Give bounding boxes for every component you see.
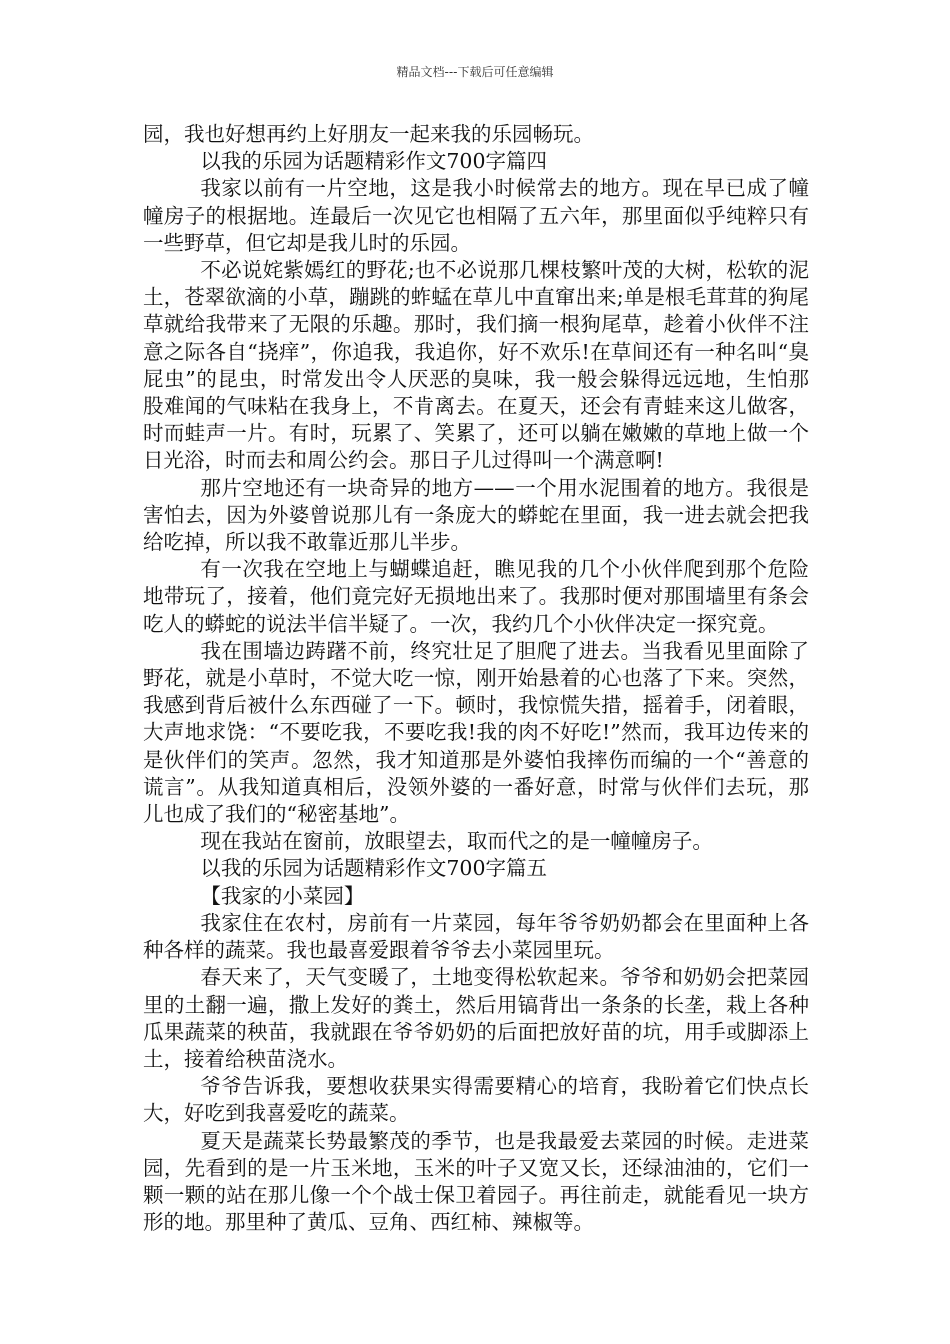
paragraph: 那片空地还有一块奇异的地方——一个用水泥围着的地方。我很是害怕去，因为外婆曾说那儿有一条庞大的蟒蛇在里面，我一进去就会把我给吃掉，所以我不敢靠近那儿半步。 bbox=[143, 475, 809, 555]
paragraph: 不必说姹紫嫣红的野花;也不必说那几棵枝繁叶茂的大树，松软的泥土，苍翠欲滴的小草，蹦跳的蚱蜢在草儿中直窜出来;单是根毛茸茸的狗尾草就给我带来了无限的乐趣。那时，我们摘一根狗尾草，趁着小伙伴不注意之际各自“挠痒”，你追我，我追你，好不欢乐!在草间还有一种名叫“臭屁虫”的昆虫，时常发出令人厌恶的臭味，我一般会躲得远远地，生怕那股难闻的气味粘在我身上，不肯离去。在夏天，还会有青蛙来这儿做客，时而蛙声一片。有时，玩累了、笑累了，还可以躺在嫩嫩的草地上做一个日光浴，时而去和周公约会。那日子儿过得叫一个满意啊! bbox=[143, 258, 809, 473]
paragraph: 园，我也好想再约上好朋友一起来我的乐园畅玩。 bbox=[143, 122, 594, 146]
paragraph: 夏天是蔬菜长势最繁茂的季节，也是我最爱去菜园的时候。走进菜园，先看到的是一片玉米地，玉米的叶子又宽又长，还绿油油的，它们一颗一颗的站在那儿像一个个战士保卫着园子。再往前走，就能看见一块方形的地。那里种了黄瓜、豆角、西红柿、辣椒等。 bbox=[143, 1128, 809, 1235]
section-heading: 以我的乐园为话题精彩作文700字篇四 bbox=[200, 149, 548, 174]
paragraph: 春天来了，天气变暖了，土地变得松软起来。爷爷和奶奶会把菜园里的土翻一遍，撒上发好的粪土，然后用镐背出一条条的长垄，栽上各种瓜果蔬菜的秧苗，我就跟在爷爷奶奶的后面把放好苗的坑，用手或脚添上土，接着给秧苗浇水。 bbox=[143, 965, 809, 1071]
paragraph: 爷爷告诉我，要想收获果实得需要精心的培育，我盼着它们快点长大，好吃到我喜爱吃的蔬菜。 bbox=[143, 1074, 809, 1126]
subtitle: 【我家的小菜园】 bbox=[200, 883, 365, 908]
paragraph: 现在我站在窗前，放眼望去，取而代之的是一幢幢房子。 bbox=[200, 829, 713, 854]
section-heading: 以我的乐园为话题精彩作文700字篇五 bbox=[200, 856, 548, 881]
document-body bbox=[143, 121, 809, 1236]
paragraph: 有一次我在空地上与蝴蝶追赶，瞧见我的几个小伙伴爬到那个危险地带玩了，接着，他们竟完好无损地出来了。我那时便对那围墙里有条会吃人的蟒蛇的说法半信半疑了。一次，我约几个小伙伴决定一探究竟。 bbox=[143, 557, 809, 636]
paragraph: 我家住在农村，房前有一片菜园，每年爷爷奶奶都会在里面种上各种各样的蔬菜。我也最喜爱跟着爷爷去小菜园里玩。 bbox=[143, 910, 809, 963]
paragraph: 我在围墙边踌躇不前，终究壮足了胆爬了进去。当我看见里面除了野花，就是小草时，不觉大吃一惊，刚开始悬着的心也落了下来。突然，我感到背后被什么东西碰了一下。顿时，我惊慌失措，摇着手，闭着眼，大声地求饶：“不要吃我，不要吃我!我的肉不好吃!”然而，我耳边传来的是伙伴们的笑声。忽然，我才知道那是外婆怕我摔伤而编的一个“善意的谎言”。从我知道真相后，没领外婆的一番好意，时常与伙伴们去玩，那儿也成了我们的“秘密基地”。 bbox=[143, 638, 809, 827]
paragraph: 我家以前有一片空地，这是我小时候常去的地方。现在早已成了幢幢房子的根据地。连最后一次见它也相隔了五六年，那里面似乎纯粹只有一些野草，但它却是我儿时的乐园。 bbox=[143, 176, 809, 255]
page-header: 精品文档---下载后可任意编辑 bbox=[396, 65, 554, 79]
